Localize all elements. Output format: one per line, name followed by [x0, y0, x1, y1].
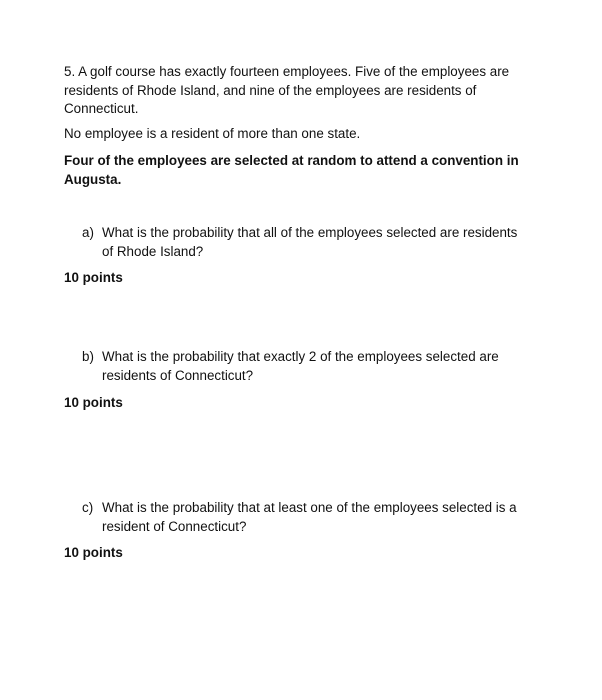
- question-label: b): [82, 349, 94, 364]
- question-label: a): [82, 225, 94, 240]
- question-b: [82, 348, 532, 385]
- problem-note: No employee is a resident of more than one state.: [64, 126, 361, 141]
- question-c: [82, 499, 532, 536]
- question-label: c): [82, 500, 94, 515]
- question-a-points: 10 points: [64, 270, 123, 285]
- problem-intro: 5. A golf course has exactly fourteen employees. Five of the employees are residents of Rhode Island, and nine of the employees are residents of Connecticut.: [64, 64, 510, 116]
- problem-selection: Four of the employees are selected at random to attend a convention in Augusta.: [64, 153, 519, 187]
- question-c-points: 10 points: [64, 545, 123, 560]
- question-text: What is the probability that at least one of the employees selected is a resident of Connecticut?: [102, 500, 517, 534]
- question-text: What is the probability that all of the employees selected are residents of Rhode Island?: [102, 225, 518, 259]
- question-text: What is the probability that exactly 2 of the employees selected are residents of Connecticut?: [102, 349, 499, 383]
- question-a: [82, 224, 532, 261]
- question-b-points: 10 points: [64, 395, 123, 410]
